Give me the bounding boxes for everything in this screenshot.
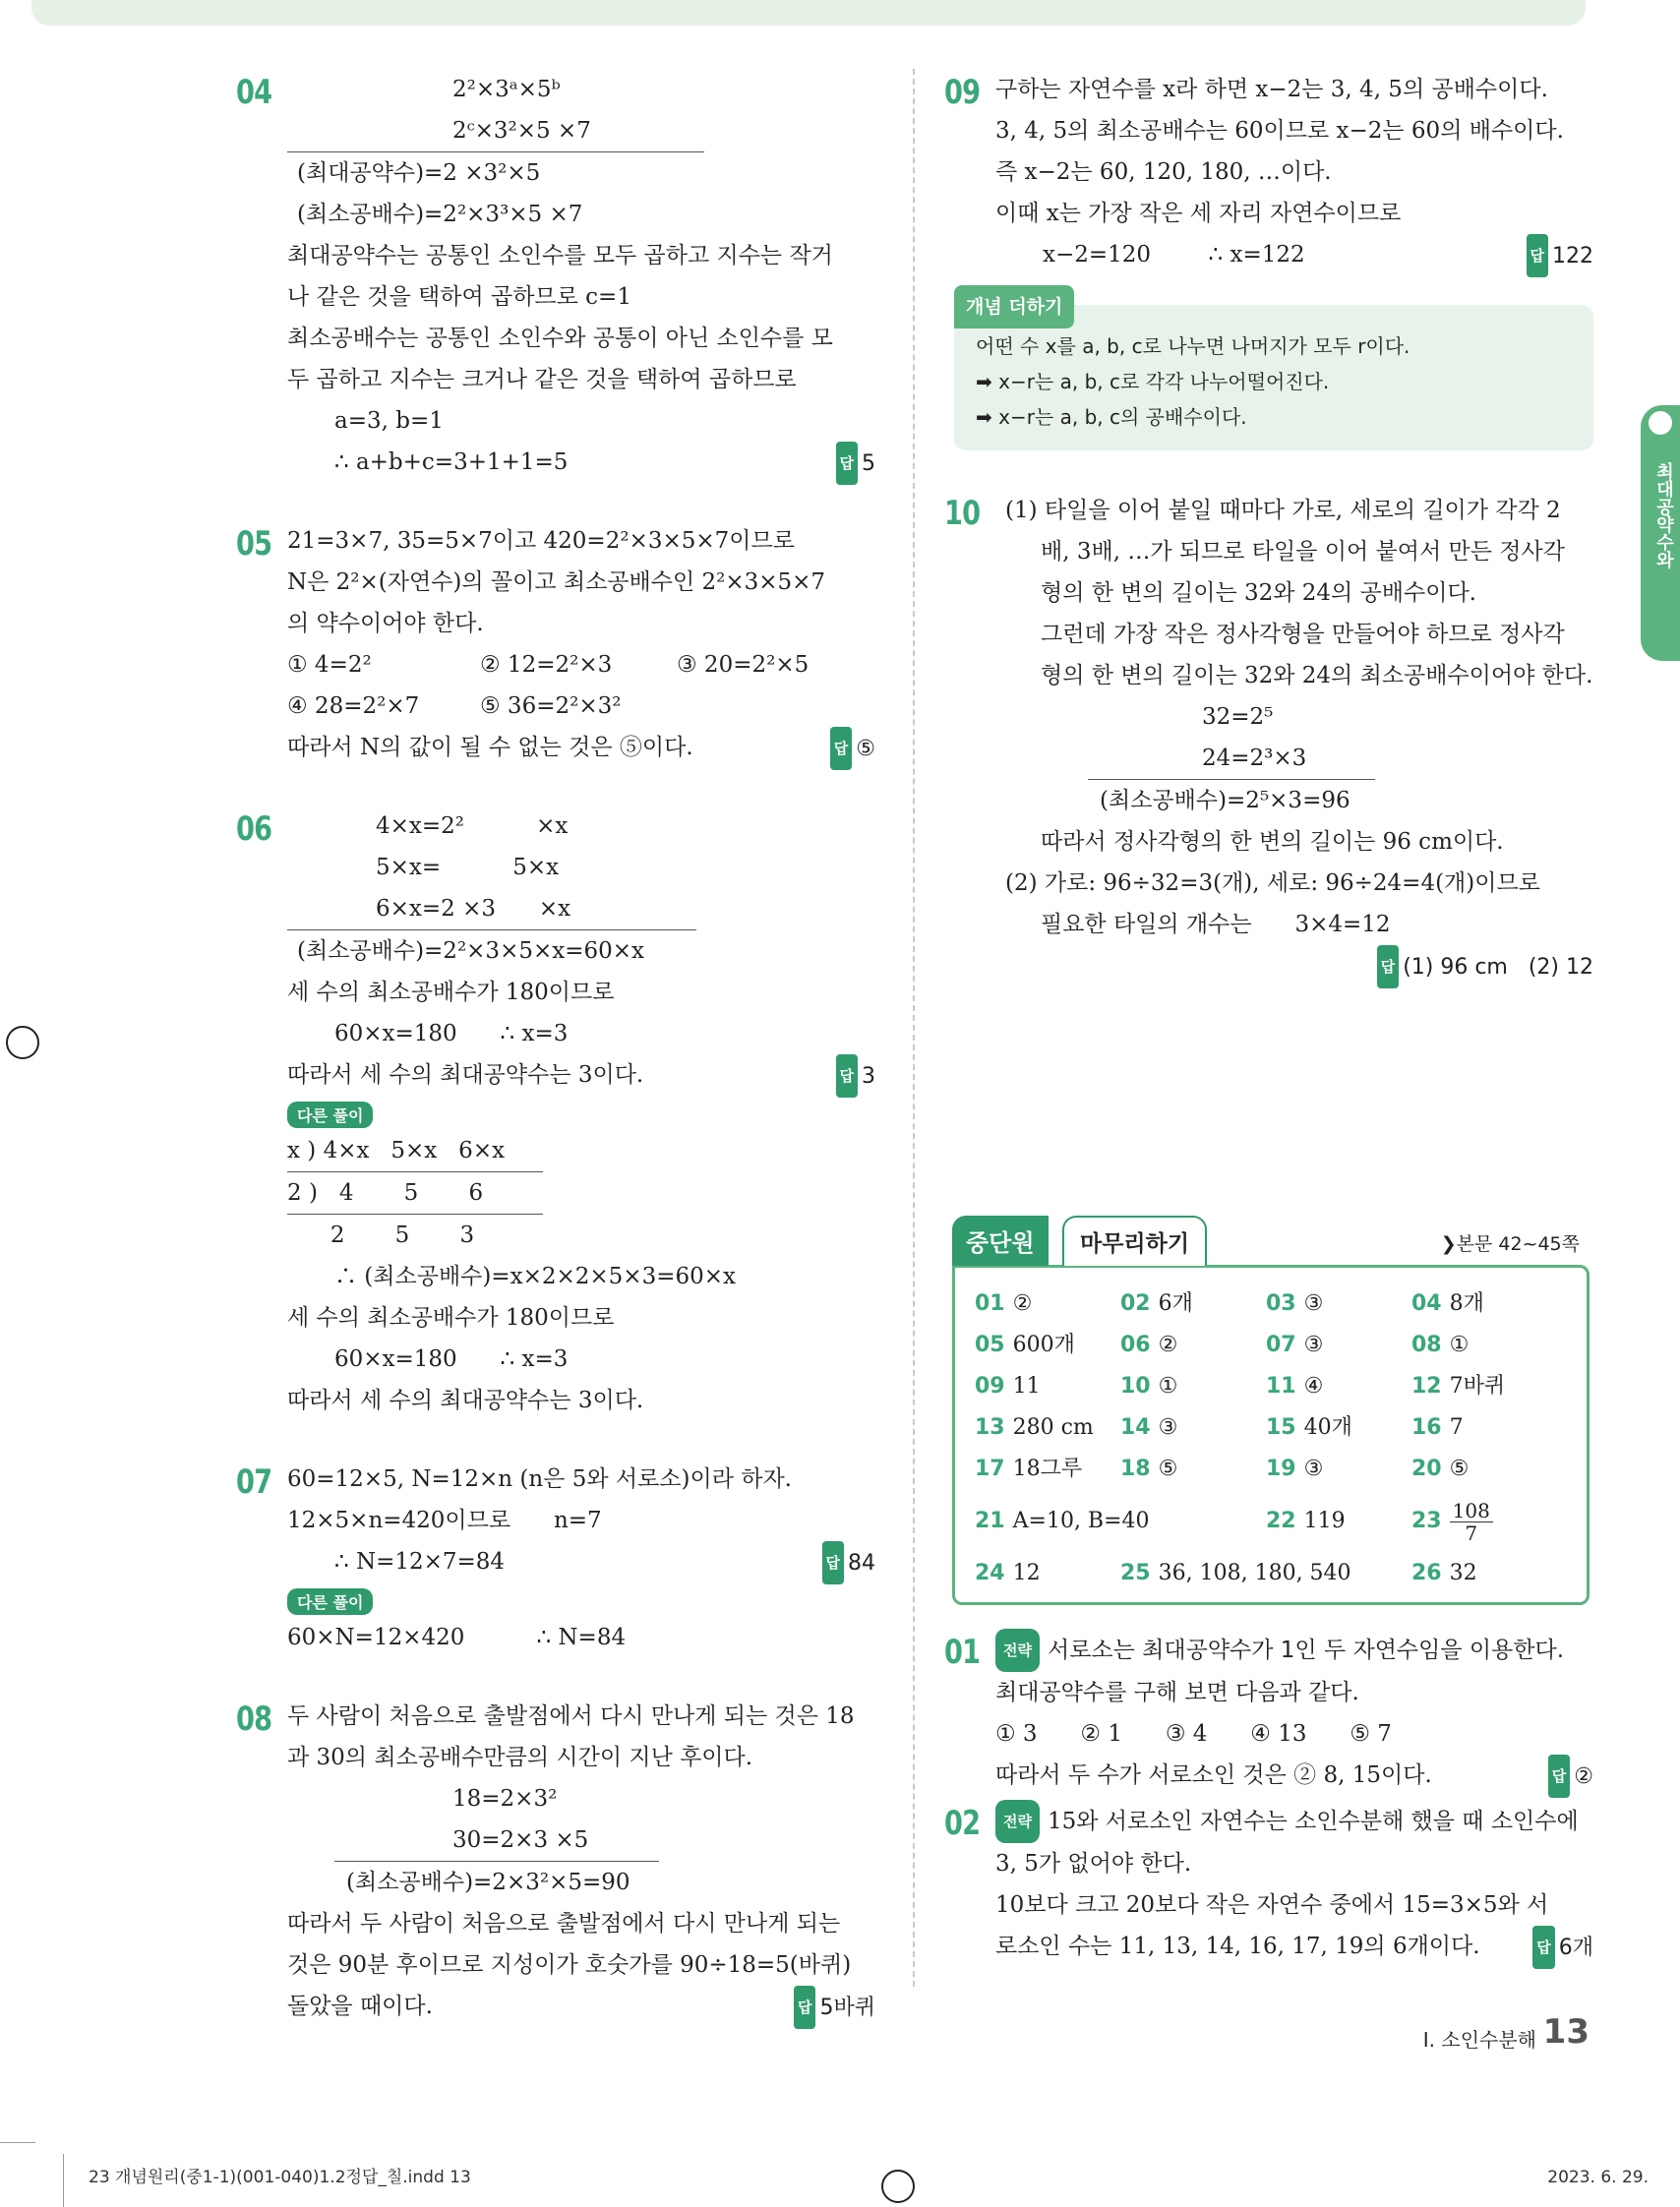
text-line: 두 사람이 처음으로 출발점에서 다시 만나게 되는 것은 18 [287, 1703, 855, 1729]
text-line: 필요한 타일의 개수는 3×4=12 [1041, 912, 1391, 937]
text-span: 따라서 세 수의 최대공약수는 3이다. [287, 1062, 644, 1088]
text-line: 12×5×n=420이므로 n=7 [287, 1508, 602, 1533]
text-line: 형의 한 변의 길이는 32와 24의 최소공배수이어야 한다. [1041, 663, 1593, 688]
problem-06 [236, 805, 875, 1421]
text-line: 배, 3배, …가 되므로 타일을 이어 붙여서 만든 정사각 [1041, 539, 1565, 565]
division-line: x ) 4×x 5×x 6×x [287, 1130, 543, 1172]
problem-09 [944, 69, 1593, 275]
problem-04 [236, 69, 875, 483]
text-line: 3, 4, 5의 최소공배수는 60이므로 x−2는 60의 배수이다. [995, 118, 1564, 144]
text-line [287, 1986, 875, 2027]
answer-item [1120, 1449, 1266, 1490]
calc-line: 24=2³×3 [1088, 738, 1375, 780]
option: ② 12=2²×3 [480, 652, 613, 678]
item-answer: 40개 [1303, 1415, 1352, 1440]
answer-item [975, 1325, 1120, 1366]
item-answer: 11 [1012, 1374, 1041, 1399]
answer [836, 442, 876, 485]
item-answer: A=10, B=40 [1012, 1509, 1150, 1533]
side-tab-label: 최대공약수와 [1653, 462, 1674, 568]
item-answer: 280 cm [1012, 1415, 1094, 1440]
item-answer: ④ [1303, 1374, 1324, 1399]
problem-number: 06 [236, 809, 272, 849]
item-number: 13 [975, 1415, 1005, 1440]
item-answer: ② [1158, 1333, 1178, 1357]
answer-value: 3 [862, 1064, 875, 1089]
item-number: 18 [1120, 1457, 1151, 1481]
answer-badge: 답 [836, 1054, 859, 1098]
text-line: 형의 한 변의 길이는 32와 24의 공배수이다. [1041, 580, 1476, 606]
item-number: 01 [975, 1291, 1005, 1316]
concept-line: ➡ x−r는 a, b, c로 각각 나누어떨어진다. [976, 370, 1330, 393]
item-number: 26 [1411, 1561, 1442, 1585]
answer-value: 122 [1552, 244, 1593, 268]
print-date: 2023. 6. 29. [1547, 2168, 1649, 2187]
answer-item [975, 1553, 1120, 1594]
answer-badge: 답 [1548, 1755, 1571, 1798]
option: ⑤ 36=2²×3² [480, 693, 622, 719]
text-line: 60×x=180 ∴ x=3 [334, 1021, 569, 1046]
text-line: 따라서 두 사람이 처음으로 출발점에서 다시 만나게 되는 [287, 1911, 841, 1937]
problem-number: 07 [236, 1462, 272, 1502]
alt-solution-tag: 다른 풀이 [287, 1588, 373, 1615]
item-number: 23 [1411, 1509, 1442, 1533]
answer-badge: 답 [1377, 945, 1400, 988]
text-line: N은 2²×(자연수)의 꼴이고 최소공배수인 2²×3×5×7 [287, 569, 826, 595]
answer-grid [975, 1283, 1569, 1490]
text-line: 세 수의 최소공배수가 180이므로 [287, 1305, 615, 1331]
answer-item [1411, 1407, 1557, 1449]
item-answer: ③ [1303, 1333, 1324, 1357]
calc-line: 2ᶜ×3²×5 ×7 [287, 110, 704, 152]
text-line [1043, 234, 1593, 275]
option: ③ 20=2²×5 [677, 652, 810, 678]
item-answer: ① [1158, 1374, 1178, 1399]
item-answer: ⑤ [1158, 1457, 1178, 1481]
text-line [287, 1054, 875, 1096]
text-line: ∴ (최소공배수)=x×2×2×5×3=60×x [334, 1264, 736, 1289]
answer-item [1120, 1407, 1266, 1449]
calc-result: (최소공배수)=2⁵×3=96 [1100, 788, 1350, 813]
item-answer: ① [1449, 1333, 1470, 1357]
item-number: 15 [1266, 1415, 1296, 1440]
item-answer: ③ [1158, 1415, 1178, 1440]
answer-item [1266, 1366, 1411, 1407]
text-line: 따라서 세 수의 최대공약수는 3이다. [287, 1388, 644, 1413]
left-column [236, 69, 875, 2064]
item-number: 21 [975, 1509, 1005, 1533]
calc-line: 6×x=2 ×3 ×x [287, 888, 696, 930]
item-number: 11 [1266, 1374, 1296, 1399]
calc-line: 30=2×3 ×5 [334, 1819, 659, 1862]
top-banner [31, 0, 1586, 26]
text-span: 따라서 N의 값이 될 수 없는 것은 ⑤이다. [287, 735, 693, 760]
answer-value: 5 [862, 451, 875, 476]
item-answer: 7바퀴 [1449, 1374, 1506, 1399]
chapter-label-text: Ⅰ. 소인수분해 [1422, 2028, 1536, 2052]
answer [1532, 1926, 1593, 1969]
item-answer: 119 [1303, 1509, 1346, 1533]
concept-box [954, 296, 1593, 450]
text-line: 구하는 자연수를 x라 하면 x−2는 3, 4, 5의 공배수이다. [995, 77, 1548, 102]
answer-value: 5바퀴 [819, 1996, 875, 2020]
text-line: 21=3×7, 35=5×7이고 420=2²×3×5×7이므로 [287, 528, 795, 554]
summary-problem-02 [944, 1800, 1593, 1967]
text-line: 최대공약수를 구해 보면 다음과 같다. [995, 1680, 1359, 1705]
item-number: 25 [1120, 1561, 1151, 1585]
answer-item [1120, 1283, 1266, 1325]
item-number: 24 [975, 1561, 1005, 1585]
problem-number: 02 [944, 1804, 981, 1843]
item-number: 16 [1411, 1415, 1442, 1440]
chevron-right-icon: ❯ [1440, 1233, 1457, 1255]
answer-grid-box [952, 1265, 1590, 1605]
crop-mark [0, 2142, 35, 2143]
answer-value: (1) 96 cm (2) 12 [1403, 955, 1593, 980]
answer [1548, 1755, 1593, 1798]
answer-item [1266, 1490, 1411, 1553]
item-answer: ③ [1303, 1457, 1324, 1481]
item-answer: ③ [1303, 1291, 1324, 1316]
text-span: 15와 서로소인 자연수는 소인수분해 했을 때 소인수에 [1047, 1809, 1579, 1834]
column-divider [913, 69, 915, 1987]
registration-mark-icon [6, 1026, 39, 1059]
calc-result: (최소공배수)=2²×3³×5 ×7 [297, 202, 583, 227]
registration-mark-icon [881, 2170, 915, 2203]
answer-badge: 답 [794, 1986, 816, 2029]
answer-badge: 답 [1532, 1926, 1555, 1969]
calc-result: (최소공배수)=2×3²×5=90 [346, 1870, 630, 1895]
item-answer: ⑤ [1449, 1457, 1470, 1481]
text-line: 두 곱하고 지수는 크거나 같은 것을 택하여 곱하므로 [287, 367, 797, 392]
calc-line: 32=2⁵ [1202, 704, 1274, 730]
options-row [287, 644, 875, 686]
item-number: 12 [1411, 1374, 1442, 1399]
text-span: ∴ a+b+c=3+1+1=5 [334, 449, 569, 475]
text-line: 3, 5가 없어야 한다. [995, 1851, 1192, 1877]
answer-item [1411, 1490, 1557, 1553]
calc-result: (최대공약수)=2 ×3²×5 [297, 160, 541, 186]
strategy-tag: 전략 [995, 1629, 1040, 1672]
answer-badge: 답 [830, 727, 853, 770]
page-reference [1441, 1229, 1580, 1256]
summary-problem-01 [944, 1629, 1593, 1796]
item-number: 05 [975, 1333, 1005, 1357]
text-line: (1) 타일을 이어 붙일 때마다 가로, 세로의 길이가 각각 2 [1005, 498, 1561, 523]
calc-result: (최소공배수)=2²×3×5×x=60×x [297, 938, 644, 964]
answer-badge: 답 [836, 442, 859, 485]
chapter-label [1423, 2024, 1536, 2053]
item-number: 08 [1411, 1333, 1442, 1357]
problem-number: 09 [944, 73, 981, 112]
item-number: 04 [1411, 1291, 1442, 1316]
problem-number: 04 [236, 73, 272, 112]
answer-item [1120, 1366, 1266, 1407]
option: ④ 28=2²×7 [287, 693, 420, 719]
answer-value: ⑤ [856, 737, 875, 761]
item-answer: 7 [1449, 1415, 1464, 1440]
text-span: 돌았을 때이다. [287, 1994, 433, 2019]
text-line: 이때 x는 가장 작은 세 자리 자연수이므로 [995, 201, 1402, 226]
text-line: 의 약수이어야 한다. [287, 611, 484, 636]
answer [794, 1986, 875, 2029]
text-line: a=3, b=1 [334, 408, 444, 434]
answer [830, 727, 875, 770]
text-line: 그런데 가장 작은 정사각형을 만들어야 하므로 정사각 [1041, 622, 1565, 647]
text-line: 과 30의 최소공배수만큼의 시간이 지난 후이다. [287, 1745, 753, 1770]
problem-08 [236, 1696, 875, 2027]
item-answer: 6개 [1158, 1291, 1193, 1316]
text-line: 나 같은 것을 택하여 곱하므로 c=1 [287, 284, 631, 310]
text-line: 세 수의 최소공배수가 180이므로 [287, 980, 615, 1005]
answer [822, 1541, 876, 1584]
text-line: (2) 가로: 96÷32=3(개), 세로: 96÷24=4(개)이므로 [1005, 870, 1540, 896]
item-answer: 18그루 [1012, 1457, 1083, 1481]
text-line: 60=12×5, N=12×n (n은 5와 서로소)이라 하자. [287, 1466, 792, 1492]
concept-title: 개념 더하기 [954, 285, 1074, 328]
item-answer: 32 [1449, 1561, 1477, 1585]
print-file-info: 23 개념원리(중1-1)(001-040)1.2정답_칠.indd 13 [89, 2168, 471, 2187]
calc-line: 4×x=2² ×x [376, 813, 569, 839]
answer-item [975, 1407, 1120, 1449]
problem-number: 01 [944, 1633, 981, 1672]
item-answer: ② [1012, 1291, 1033, 1316]
answer-value: ② [1574, 1764, 1593, 1789]
fraction [1450, 1500, 1493, 1544]
text-line: 것은 90분 후이므로 지성이가 호숫가를 90÷18=5(바퀴) [287, 1952, 852, 1978]
summary-solutions [944, 1629, 1593, 2004]
answer-item [1411, 1553, 1557, 1594]
text-line: 60×x=180 ∴ x=3 [334, 1346, 569, 1372]
division-line: 2 ) 4 5 6 [287, 1172, 543, 1215]
option: ① 4=2² [287, 652, 372, 678]
item-number: 03 [1266, 1291, 1296, 1316]
text-line [995, 1926, 1593, 1967]
summary-title: 마무리하기 [1062, 1216, 1207, 1266]
answer-item [1266, 1449, 1411, 1490]
concept-line: 어떤 수 x를 a, b, c로 나누면 나머지가 모두 r이다. [976, 334, 1410, 358]
right-column [944, 69, 1593, 988]
text-line: 최대공약수는 공통인 소인수를 모두 곱하고 지수는 작거 [287, 243, 833, 268]
item-number: 06 [1120, 1333, 1151, 1357]
item-answer: 12 [1012, 1561, 1041, 1585]
answer-item [975, 1490, 1266, 1553]
text-line [334, 1541, 875, 1582]
text-line: 따라서 정사각형의 한 변의 길이는 96 cm이다. [1041, 829, 1504, 855]
answer-badge: 답 [822, 1541, 845, 1584]
problem-05 [236, 520, 875, 768]
page-number: 13 [1542, 2012, 1590, 2052]
item-number: 09 [975, 1374, 1005, 1399]
answer-item [975, 1283, 1120, 1325]
answer-item [1266, 1407, 1411, 1449]
calc-line: 5×x= 5×x [376, 855, 560, 880]
answer-grid-extra [975, 1490, 1569, 1594]
answer-item [975, 1366, 1120, 1407]
answer-item [1266, 1325, 1411, 1366]
problem-number: 05 [236, 524, 272, 564]
item-answer: 36, 108, 180, 540 [1158, 1561, 1351, 1585]
options-row [287, 686, 875, 727]
text-line [995, 1755, 1593, 1796]
answer [1527, 234, 1594, 277]
answer-item [1411, 1283, 1557, 1325]
mid-chapter-summary [952, 1216, 1590, 1605]
text-line [287, 727, 875, 768]
summary-header [952, 1216, 1590, 1265]
answer-badge: 답 [1527, 234, 1549, 277]
page-reference-text: 본문 42~45쪽 [1456, 1233, 1580, 1255]
answer-item [1411, 1449, 1557, 1490]
text-line: 60×N=12×420 ∴ N=84 [287, 1625, 627, 1650]
text-line [995, 1629, 1593, 1672]
text-span: ∴ N=12×7=84 [334, 1549, 506, 1575]
alt-solution-tag: 다른 풀이 [287, 1102, 373, 1128]
answer-item [1411, 1366, 1557, 1407]
item-answer: 600개 [1012, 1333, 1075, 1357]
problem-10 [944, 490, 1593, 980]
answer-value: 6개 [1558, 1936, 1593, 1960]
concept-line: ➡ x−r는 a, b, c의 공배수이다. [976, 405, 1247, 429]
crop-mark [63, 2154, 64, 2207]
text-span: 서로소는 최대공약수가 1인 두 자연수임을 이용한다. [1047, 1638, 1565, 1663]
text-line [334, 442, 875, 483]
text-line: 10보다 크고 20보다 작은 자연수 중에서 15=3×5와 서 [995, 1892, 1549, 1918]
item-number: 20 [1411, 1457, 1442, 1481]
problem-number: 08 [236, 1700, 272, 1739]
answer-item [1266, 1283, 1411, 1325]
answer-value: 84 [848, 1551, 875, 1576]
text-line: 최소공배수는 공통인 소인수와 공통이 아닌 소인수를 모 [287, 326, 833, 351]
text-span: 따라서 두 수가 서로소인 것은 ② 8, 15이다. [995, 1762, 1432, 1788]
text-line: 즉 x−2는 60, 120, 180, …이다. [995, 159, 1332, 185]
answer-item [975, 1449, 1120, 1490]
division-line: 2 5 3 [287, 1223, 475, 1248]
calc-line: 2²×3ᵃ×5ᵇ [452, 77, 561, 102]
item-number: 17 [975, 1457, 1005, 1481]
problem-number: 10 [944, 494, 981, 533]
answer-item [1120, 1553, 1411, 1594]
item-number: 07 [1266, 1333, 1296, 1357]
side-tab-circle [1649, 411, 1672, 435]
text-line [995, 1800, 1593, 1843]
text-span: x−2=120 ∴ x=122 [1043, 242, 1305, 268]
item-answer: 8개 [1449, 1291, 1484, 1316]
answer [836, 1054, 876, 1098]
text-line: ① 3 ② 1 ③ 4 ④ 13 ⑤ 7 [995, 1721, 1392, 1747]
answer-item [1411, 1325, 1557, 1366]
fraction-denominator: 7 [1465, 1521, 1478, 1545]
item-number: 19 [1266, 1457, 1296, 1481]
item-number: 14 [1120, 1415, 1151, 1440]
fraction-numerator: 108 [1450, 1500, 1493, 1522]
problem-07 [236, 1459, 875, 1658]
item-number: 10 [1120, 1374, 1151, 1399]
item-number: 22 [1266, 1509, 1296, 1533]
summary-badge: 중단원 [952, 1216, 1049, 1266]
item-number: 02 [1120, 1291, 1151, 1316]
strategy-tag: 전략 [995, 1800, 1040, 1843]
answer [1377, 945, 1593, 988]
text-span: 로소인 수는 11, 13, 14, 16, 17, 19의 6개이다. [995, 1934, 1480, 1959]
answer-item [1120, 1325, 1266, 1366]
calc-line: 18=2×3² [452, 1786, 558, 1812]
